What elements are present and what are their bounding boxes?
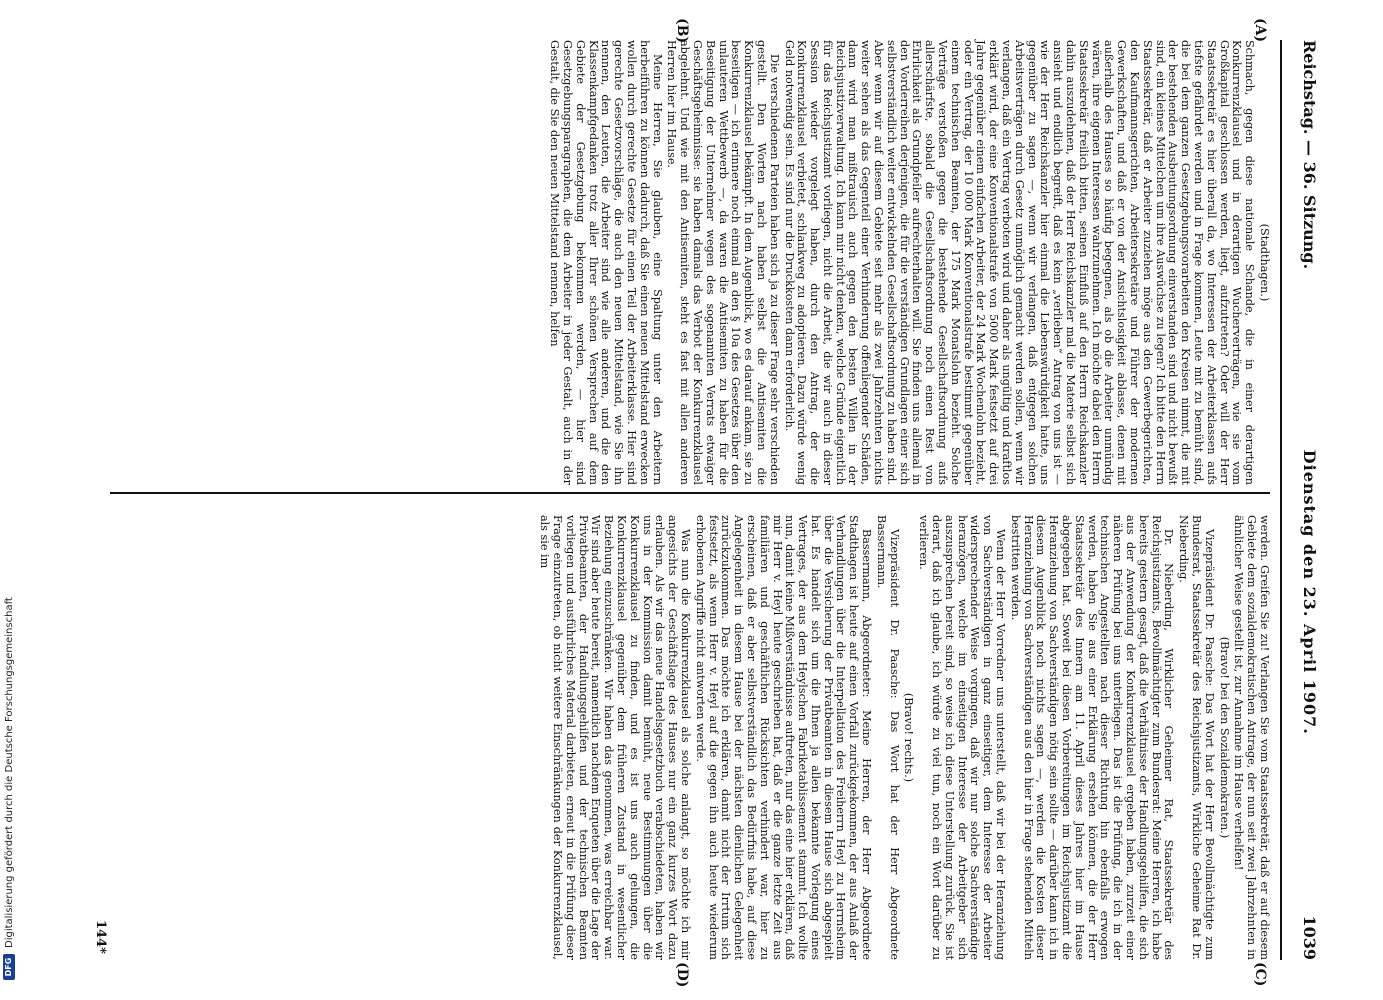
right-column — [535, 515, 1270, 960]
paragraph: Dr. Nieberding, Wirklicher Geheimer Rat, Staatssekretär des Reichsjustizamts, Bevollmächtigter zum Bundesrat: Meine Herren, ich habe bereits gestern gesagt, daß die Verhältnisse der Handlungsgehilfen, die sich aus der Anwendung der Konkurrenzklausel ergeben haben, zurzeit einer näheren Prüfung bei uns unterliegen. Das ist die Prüfung, die ich in der technischen Angestellten nach dieser Richtung hin ebenfalls erwogen werden, haben Sie aus einer Erklärung ersehen können, die der Herr Staatssekretär des Innern am 11. April dieses Jahres hier im Hause abgegeben hat. Soweit bei diesen Vorbereitungen im Reichsjustizamt die Heranziehung von Sachverständigen nötig sein sollte — darüber kann ich in diesem Augenblick noch nichts sagen —, werden die Kosten dieser Heranziehung von Sachverständigen aus den hier in Frage stehenden Mitteln bestritten werden. — [1008, 515, 1176, 960]
header-date: Dienstag den 23. April 1907. — [1300, 449, 1320, 735]
digitization-note — [3, 300, 15, 980]
paragraph: Vizepräsident Dr. Paasche: Das Wort hat der Herr Bevollmächtigte zum Bundesrat, Staatssekretär des Reichsjustizamts, Wirkliche Geheime Rat Dr. Nieberding. — [1177, 515, 1216, 960]
left-column — [545, 40, 1270, 485]
applause-note: (Bravo! rechts.) — [902, 692, 916, 783]
margin-letter-a: (A) — [1252, 18, 1268, 43]
paragraph: Meine Herren, Sie glauben, eine Spaltung unter den Arbeitern herbeiführen zu können dadurch, daß Sie einen neuen Mittelstand erwecken wollen durch gerechte Gesetze für einen Teil der Arbeiterklasse. Hier sind gerechte Gesetzvorschläge, die auch den neuen Mittelstand, wie Sie ihn nennen, den Leuten, die Arbeiter sind wie alle anderen, und die den Klassenkampfgedanken trotz aller Ihrer schönen Versprechen auf dem Gebiete der Gesetzgebung bekommen werden, — hier sind Gesetzgebungsparagraphen, die dem Arbeiter in jeder Gestalt, auch in der Gestalt, die Sie den neuen Mittelstand nennen, helfen — [548, 40, 664, 485]
page-number: 1039 — [1300, 915, 1320, 960]
speaker-tag: (Stadthagen.) — [1258, 223, 1271, 302]
header-left: Reichstag. — 36. Sitzung. — [1300, 40, 1320, 270]
signature-mark: 144* — [93, 920, 108, 954]
margin-letter-d: (D) — [674, 962, 690, 988]
applause-note: (Bravo! bei den Sozialdemokraten.) — [1217, 636, 1231, 839]
paragraph: Was nun die Konkurrenzklausel als solche anlangt, so möchte ich mir angesichts der Geschäftslage des Hauses nur ein ganz kurzes Wort dazu erlauben. Als wir das neue Handelsgesetzbuch verabschiedeten, haben wir uns in der Kommission damit bemüht, neue Bestimmungen über die Konkurrenzklausel zu finden, und es ist uns auch gelungen, die Konkurrenzklausel gegenüber dem früheren Zustand in wesentlicher Beziehung einzuschränken. Wir haben das genommen, was erreichbar war. Wir sind aber heute bereit, namentlich nachdem Enqueten über die Lage der Privatbeamten, der Handlungsgehilfen und der technischen Beamten vorliegen und ausführliches Material darbieten, erneut in die Prüfung dieser Frage einzutreten, ob nicht weitere Einschränkungen der Konkurrenzklausel, als sie im — [538, 515, 692, 960]
paragraph: werden. Greifen Sie zu! Verlangen Sie vom Staatssekretär, daß er auf diesem Gebiete dem sozialdemokratischen Antrage, der nun seit zwei Jahrzehnten in ähnlicher Weise gestellt ist, zur Annahme im Hause verhelfen! — [1232, 515, 1271, 960]
paragraph: Die verschiedenen Parteien haben sich ja zu dieser Frage sehr verschieden gestellt. Den Worten nach haben selbst die Antisemiten die Konkurrenzklausel bekämpft. In dem Augenblick, wo es darauf ankam, sie zu beseitigen — ich erinnere noch einmal an den § 10a des Gesetzes über den unlauteren Wettbewerb —, da waren die Antisemiten zu haben für die Beseitigung der Unternehmer wegen des sogenannten Verrats etwaiger Geschäftsgeheimnisse: sie haben damals das Verbot der Konkurrenzklausel abgelehnt. Und wie mit den Antisemiten, steht es fast mit allen anderen Herren hier im Hause. — [665, 40, 781, 485]
paragraph: Bassermann, Abgeordneter: Meine Herren, der Herr Abgeordnete Stadthagen ist heute auf einen Vorfall zurückgekommen, der aus Anlaß der Verhandlungen über die Interpellation des Freiherrn Heyl zu Herrnsheim über die Versicherung der Privatbeamten in diesem Hause sich abgespielt hat. Es handelt sich um die Ihnen ja allen bekannte Vorlegung eines Vertrages, der aus dem Heylschen Fabriketablissement stammt. Ich wollte nun, damit keine Mißverständnisse auftreten, nur das eine hier erklären, daß mir Herr v. Heyl heute geschrieben hat, daß er die ganze letzte Zeit aus familiären und geschäftlichen Rücksichten verhindert war, hier zu erscheinen, daß er aber selbstverständlich das Bedürfnis habe, auf diese Angelegenheit in diesem Hause bei der nächsten dienlichen Gelegenheit zurückzukommen. Das möchte ich erklären, damit nicht der Irrtum sich festsetzt, als wenn Herr v. Heyl auf die gegen ihn auch heute wiederum erhobenen Angriffe nicht antworten werde. — [693, 515, 874, 960]
dfg-logo: DFG — [3, 954, 15, 980]
paragraph: Schmach, gegen diese nationale Schande, die in einer derartigen Konkurrenzklausel und in derartigen Wucherverträgen, wie sie vom Großkapital geschlossen werden, liegt, aufzutreten? Oder will der Herr Staatssekretär es hier überall da, wo Interessen der Arbeiterklassen aufs tiefste gefährdet werden und in Frage kommen, Leute mit zu bemüht sind, die bei dem ganzen Gesetzgebungsvorarbeiten den Kreisen nimmt, die mit der bestehenden Ausbeutungsordnung einverstanden sind und nicht bewußt sind, ein kleines Mittelchen um ihre Auswüchse zu legen? Ich bitte den Herrn Staatssekretär, daß er Arbeiter zuziehen möge aus den Gewerbegerichten, den Kaufmannsgerichten, Arbeitersekretäre und Führer der modernen Gewerkschaften, und daß er von der Ansichtslosigkeit ablasse, denen mit außerhalb des Hauses so häufig begegnen, als ob die Arbeiter unmündig wären, ihre eigenen Interessen wahrzunehmen. Ich möchte dabei den Herrn Staatssekretär freilich bitten, seinen Einfluß auf den Herrn Reichskanzler dahin auszudehnen, daß der Herr Reichskanzler mal die Materie selbst sich ansieht und endlich begreift, daß es kein „verlieben“ Antrag von uns ist — wie der Herr Reichskanzler hier einmal die Liebenswürdigkeit hatte, uns gegenüber zu sagen —, wenn wir verlangen, daß entgegen solchen Arbeitsverträgen durch Gesetz unmöglich gemacht werden sollen, wenn wir verlangen, daß ein Vertrag verboten wird und daher als ungültig und kraftlos erklärt wird, der eine Konventionalstrafe von 5000 Mark festsetzt auf drei Jahre gegenüber einem einfachen Arbeiter, der 24 Mark Wochenlohn bezieht, oder ein Vertrag, der 10 000 Mark Konventionalstrafe bestimmt gegenüber einem technischen Beamten, der 175 Mark Monatslohn bezieht. Solche Verträge verstoßen gegen die bestehende Gesellschaftsordnung aufs allerschärfste, sobald die Gesellschaftsordnung noch einen Rest von Ehrlichkeit als Grundpfeiler aufrechterhalten will. Sie finden uns allemal in den Vorderreihen derjenigen, die für die verständigen Grundlagen einer sich selbstverständlich weiter entwickelnden Gesellschaftsordnung zu haben sind. Aber wenn wir auf diesem Gebiete seit mehr als zwei Jahrzehnten nichts weiter sehen als das Gegenteil einer Verhinderung offenliegender Schäden, dann wird man mißtrauisch auch gegen den besten Willen in der Reichsjustizverwaltung. Ich kann mir nicht denken, welche Gründe eigentlich für das Reichsjustizamt vorliegen, nicht die Arbeit, die wir auch in dieser Session wieder vorgelegt haben, durch den Antrag, der die Konkurrenzklausel verbietet, schlankweg zu adoptieren. Dazu würde wenig Geld notwendig sein. Es sind nur die Druckkosten dann erforderlich. — [782, 40, 1257, 485]
paragraph: Vizepräsident Dr. Paasche: Das Wort hat der Herr Abgeordnete Bassermann. — [874, 515, 901, 960]
paragraph: Wenn der Herr Vorredner uns unterstellt, daß wir bei der Heranziehung von Sachverständigen in ganz einseitiger, dem Interesse der Arbeiter widersprechender Weise vorgingen, daß wir nur solche Sachverständige heranzögen, welche im einseitigen Interesse der Arbeitgeber sich auszusprechen bereit sind, so weise ich diese Unterstellung zurück. Sie ist derart, daß ich glaube, ich würde zu viel tun, noch ein Wort darüber zu verlieren. — [917, 515, 1008, 960]
margin-letter-b: (B) — [674, 18, 690, 44]
rotated-page-content — [90, 18, 1330, 988]
margin-letter-c: (C) — [1252, 962, 1268, 987]
page-header — [1290, 40, 1330, 960]
column-divider — [110, 492, 1270, 494]
digitization-note-text: Digitalisierung gefördert durch die Deutsche Forschungsgemeinschaft — [3, 597, 15, 948]
header-rule — [1280, 40, 1282, 960]
